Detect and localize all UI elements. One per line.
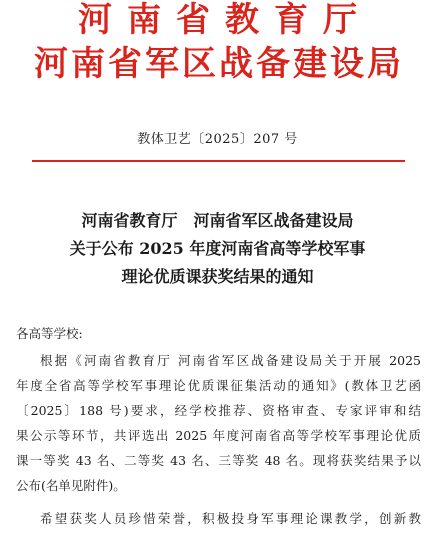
issuer-header-education-department: 河南省教育厅 <box>78 0 372 40</box>
paragraph-line: 希望获奖人员珍惜荣誉，积极投身军事理论课教学，创新教 <box>40 511 421 526</box>
issuer-header-military-district: 河南省军区战备建设局 <box>34 44 404 84</box>
paragraph-line: 年度全省高等学校军事理论优质课征集活动的通知》(教体卫艺函 <box>16 378 421 393</box>
paragraph-line: 〔2025〕188 号)要求，经学校推荐、资格审查、专家评审和结 <box>16 403 421 418</box>
paragraph-line: 根据《河南省教育厅 河南省军区战备建设局关于开展 2025 <box>40 353 421 368</box>
document-number: 教体卫艺〔2025〕207 号 <box>137 132 298 147</box>
paragraph-line: 果公示等环节，共评选出 2025 年度河南省高等学校军事理论优质 <box>16 428 421 443</box>
document-title-line-2: 关于公布 2025 年度河南省高等学校军事 <box>69 239 366 258</box>
paragraph-line: 课一等奖 43 名、二等奖 43 名、三等奖 48 名。现将获奖结果予以 <box>16 453 421 468</box>
red-divider-line <box>32 160 405 162</box>
document-title-line-3: 理论优质课获奖结果的通知 <box>121 267 314 286</box>
document-title-line-1: 河南省教育厅 河南省军区战备建设局 <box>81 211 354 230</box>
paragraph-line: 公布(名单见附件)。 <box>16 478 126 493</box>
addressee: 各高等学校: <box>16 326 83 341</box>
